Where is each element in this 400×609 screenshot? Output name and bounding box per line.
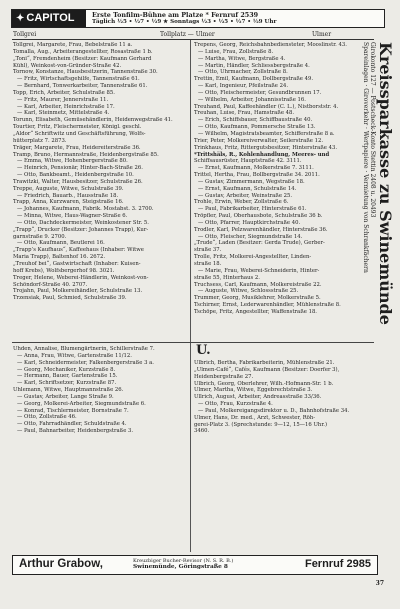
sparkasse-sidebar-ad [338, 42, 394, 522]
directory-entry: — Johannes, Kaufmann, Fabrik. Mostabst. 3. 2700. [17, 206, 154, 213]
directory-entry: Schiffsausrüster, Hauptstraße 42. 3111. [194, 158, 302, 165]
directory-entry: Ullrich, August, Arbeiter, Andreasstraße 33/36. [194, 394, 322, 401]
directory-entry: — Minna, Witwe, Haus-Wagner-Straße 6. [17, 213, 128, 220]
sidebar-line-1: Girokonto 127 — Postscheck-Konto Stettin 2408 u. 20493 [369, 42, 376, 218]
directory-entry: — Gustav, Arbeiter, Weinstraße 25. [198, 192, 293, 199]
directory-entry: — Auguste, Witwe, Schlossstraße 25. [198, 288, 299, 295]
directory-entry: hoff Krebs), Wolfsbergerhof 98. 3021. [13, 267, 115, 274]
directory-entry: 3460. [194, 428, 210, 435]
directory-entry: Heidenbergstraße 27. [194, 373, 254, 380]
grabow-phone: Fernruf 2985 [304, 558, 371, 570]
directory-entry: — Otto, Fleischer, Siegmundstraße 14. [198, 233, 303, 240]
directory-entry: Tomalla, Aug., Arbeiterangestellter, Rosastraße 1 b. [13, 48, 153, 55]
directory-entry: Truchsess, Carl, Kaufmann, Molkereistraße 22. [194, 281, 322, 288]
header-rule [12, 39, 374, 40]
directory-entry: Trettin, Emil, Kaufmann, Dollbergstraße 49. [194, 76, 314, 83]
directory-entry: Trojahn, Paul, Molkereihändler, Schulstraße 13. [13, 288, 143, 295]
directory-entry: „Toni“, Fremdenheim (Besitzer: Kaufmann Gerhard [13, 55, 152, 62]
directory-entry: — Marie, Frau, Weberei-Schneiderin, Hinter- [198, 267, 320, 274]
directory-entry: Tourtier, Fritz, Fleischermeister, Königl. geschl. [13, 124, 142, 131]
directory-entry: — Paul, Molkereigangsdirektor u. D., Bahnhofstraße 34. [198, 407, 350, 414]
directory-entry: „Trude“, Laden (Besitzer: Gerda Trude), Gerber- [194, 240, 325, 247]
directory-entry: — Otto, Dachdeckermeister, Weinkostener Str. 5. [17, 219, 149, 226]
directory-entry: hütterplatz 7. 2873. [13, 137, 67, 144]
directory-entry: — Georg, Molkerei-Arbeiter, Siegmundstraße 6. [17, 400, 146, 407]
directory-entry: garnstraße 9. 2700. [13, 233, 67, 240]
directory-entry: — Gustav, Zimmermann, Wegstraße 18. [198, 178, 305, 185]
directory-entry: — Martin, Händler, Schliessbergstraße 4. [198, 62, 310, 69]
directory-entry: — Otto, Kaufmann, Beutlerei 16. [17, 240, 105, 247]
directory-entry: — Otto, Kaufmann, Pommersche Straße 13. [198, 124, 316, 131]
left-column-top [13, 42, 187, 302]
directory-entry: — Emma, Witwe, Hohenbergerstraße 80. [17, 158, 128, 165]
directory-entry: — Luise, Frau, Zollstraße 8. [198, 48, 274, 55]
directory-entry: — Anna, Frau, Witwe, Gartenstraße 11/12. [17, 352, 132, 359]
directory-entry: „Trapp’s Kaufhaus“, Kaffeehaus (Inhaber: Witwe [13, 247, 144, 254]
directory-entry: — Wilhelm, Arbeiter, Johannisstraße 16. [198, 96, 306, 103]
header-left: Tollgrei [13, 31, 37, 38]
directory-entry: Tornow, Konstanze, Hausbesitzerin, Tannenstraße 30. [13, 69, 158, 76]
directory-entry: „Treuhof bei“, Gastwirtschaft (Inhaber: Kuisen- [13, 261, 141, 267]
directory-entry: Trummer, Georg, Musiklehrer, Molkerstraße 5. [194, 295, 321, 302]
sidebar-title: Kreissparkasse zu Swinemünde [376, 42, 395, 325]
header-center: Tollplatz — Ulmer [160, 31, 215, 38]
directory-entry: Ulmer, Martha, Witwe, Eggebrechtstraße 3. [194, 387, 313, 394]
directory-entry: Trier, Peter, Molkereiverwalter, Seilerstraße 12. [194, 137, 324, 144]
header-right: Ulmer [312, 31, 332, 38]
directory-entry: — Karl, Schneidermeister, Falkenbergerstraße 3 a. [17, 359, 154, 366]
directory-entry: Treuhan, Luise, Frau, Hamstraße 48. [194, 110, 295, 117]
directory-entry: Trolle, Fritz, Molkerei-Angestellter, Linden- [194, 254, 312, 261]
directory-entry: straße 18. [194, 261, 222, 267]
directory-entry: — Otto, Frau, Kurzstraße 4. [198, 401, 273, 408]
grabow-title: Kreuzbiger Bucher-Revisor (N. S. R. B.) [133, 558, 234, 564]
directory-entry: — Paul, Fabrikarbeiter, Hinterstraße 61. [198, 206, 307, 213]
directory-entry: Uhlemann, Witwe, Hauptmannstraße 26. [13, 387, 124, 394]
directory-entry: *Trittshäls, R., Kohlenhandlung, Meeres- und [194, 151, 330, 158]
directory-entry: Trawitzki, Walter, Hausbesitzer, Schulstraße 26. [13, 178, 143, 185]
directory-entry: Ulbrich, Georg, Oberlehrer, Wilh.-Hofmann-Str. 1 b. [194, 380, 334, 387]
directory-entry: — Otto, Zollstraße 46. [17, 414, 77, 421]
directory-entry: — Ernst, Kaufmann, Molkerstraße 7. 3111. [198, 165, 314, 172]
directory-entry: Ulmer, Hans, Dr. med., Arzt, Schwester, Röh- [194, 414, 316, 421]
directory-entry: — Friedrich, Bauarb., Hausstraße 18. [17, 192, 119, 199]
directory-entry: — Hermann, Bauer, Gartenstraße 15. [17, 373, 118, 380]
directory-entry: Kühl), Weinkost-von-Gründer-Straße 42. [13, 62, 122, 69]
directory-entry: Trittel, Hertha, Frau, Bollbergstraße 34. 2011. [194, 172, 320, 179]
directory-entry: Tramp, Bruno, Hermannstraße, Heidenbergstraße 85. [13, 151, 159, 158]
directory-entry: — Karl, Arbeiter, Heinrichstraße 17. [17, 103, 115, 110]
right-column-top [194, 42, 347, 316]
directory-entry: — Fritz, Maurer, Jennerstraße 11. [17, 96, 109, 103]
directory-entry: straße 37. [194, 247, 222, 254]
directory-entry: Trzensiak, Paul, Schmied, Schulstraße 39. [13, 295, 127, 302]
sidebar-line-2: Spareinlagen · Giroverkehr · Wertpapiere · Vermietung von Schrankfächern [362, 42, 369, 273]
directory-entry: — Otto, Fahrradhändler, Schuldstraße 4. [17, 421, 127, 428]
directory-entry: Treuhand, Paul, Kaffeehändler (C. L.), Nistborststr. 4. [194, 103, 339, 110]
page-number: 37 [375, 580, 384, 587]
directory-entry: — Erich, Schiffsbauer, Schiffbaustraße 40. [198, 117, 313, 124]
directory-entry: Trapp, Anna, Kurzwaren, Steigstraße 16. [13, 199, 124, 206]
directory-entry: Schöndorf-Straße 40. 2707. [13, 281, 88, 288]
directory-entry: Trinkhaus, Fritz, Rittergutsbesitzer, Hinterstraße 43. [194, 144, 338, 151]
directory-entry: — Wilhelm, Magistratsbeamter, Schifferstraße 8 a. [198, 130, 335, 137]
directory-entry: — Fritz, Wirtschaftsgehilfe, Tannenstraße 61. [17, 76, 140, 83]
directory-entry: Maria Trapp), Baltenhof 16. 2672. [13, 254, 106, 261]
capitol-logo: ✦ CAPITOL [12, 10, 86, 27]
section-letter: U. [196, 343, 211, 358]
directory-entry: — Karl, Steinmetz, Mittelstraße 4. [17, 110, 110, 117]
directory-entry: Torunn, Elisabeth, Gemüsehändlerin, Heidenwegstraße 41. [13, 117, 173, 124]
directory-entry: Tröpfler, Paul, Oberhausbote, Schulstraße 36 b. [194, 213, 323, 220]
left-column-bottom [13, 346, 187, 435]
directory-entry: Treger, Helene, Weberei-Händlerin, Weinkost-von- [13, 274, 149, 281]
directory-entry: Ulbrich, Bertha, Fabrikarbeiterin, Mühlenstraße 21. [194, 360, 335, 366]
directory-entry: Tschöpe, Fritz, Angestellter, Waffenstraße 18. [194, 308, 317, 315]
directory-entry: Treppe, Auguste, Witwe, Schulstraße 39. [13, 185, 124, 192]
directory-entry: — Otto, Pfarrer, Hauptkirchstraße 40. [198, 219, 301, 226]
directory-entry: Uhden, Annalise, Blumengärtnerin, Schillerstraße 7. [13, 346, 155, 352]
directory-entry: — Martha, Witwe, Bergstraße 4. [198, 55, 286, 62]
directory-entry: — Paul, Bahnarbeiter, Heidenbergstraße 3. [17, 428, 134, 435]
grabow-address: Swinemünde, Göringstraße 8 [133, 564, 228, 570]
section-rule [12, 342, 374, 343]
directory-entry: straße 55, Hinterhaus 2. [194, 274, 260, 281]
directory-entry: Trodler, Karl, Pelzwarenhändler, Hinterstraße 36. [194, 226, 328, 233]
directory-entry: — Gustav, Arbeiter, Lange Straße 9. [17, 393, 114, 400]
directory-entry: „Ulmen-Café“, Cafés, Kaufmann (Besitzer: Doerfer 3), [194, 366, 340, 373]
directory-entry: — Otto, Uhrmacher, Zollstraße 8. [198, 69, 288, 76]
capitol-line-2: Täglich ½5 • ½7 • ½9 ★ Sonntags ½3 • ½5 • ½7 • ½9 Uhr [92, 19, 277, 25]
directory-entry: „Trapp“, Drucker (Besitzer: Johannes Trapp), Kur- [13, 226, 149, 233]
directory-entry: — Bernhard, Tonwerkarbeiter, Tannenstraße 61. [17, 83, 148, 90]
directory-entry: — Heinrich, Pensionär, Hinter-Bach-Straße 26. [17, 165, 143, 172]
star-icon: ✦ [16, 13, 25, 24]
directory-entry: — Otto, Bankbeamt., Heidenbergstraße 10. [17, 172, 134, 179]
directory-entry: — Ernst, Kaufmann, Schulstraße 14. [198, 185, 297, 192]
directory-entry: — Karl, Ingenieur, Pfeilstraße 24. [198, 83, 289, 90]
directory-entry: Tschirner, Ernst, Lederwarenhändler, Mühlenstraße 8. [194, 302, 341, 309]
capitol-line-1: Erste Tonfilm-Bühne am Platze * Fernruf 2539 [92, 11, 259, 19]
column-divider [190, 40, 191, 552]
capitol-advertisement [11, 9, 385, 28]
grabow-name: Arthur Grabow, [19, 558, 103, 570]
directory-entry: Topp, Erich, Arbeiter, Schulstraße 85. [13, 89, 115, 96]
directory-entry: — Konrad, Tischlermeister, Bornstraße 7. [17, 407, 129, 414]
directory-entry: Tollgrei, Margarete, Frau, Bebelstraße 11 a. [13, 42, 133, 48]
directory-entry: „Aldor“ Schriftwitz und Geschäftsführung, Wolfs- [13, 130, 146, 137]
directory-entry: Träger, Margarete, Frau, Heidereiterstraße 36. [13, 144, 141, 151]
directory-entry: Trepens, Georg, Reichsbahnbediensteter, Mooslinstr. 43. [194, 42, 347, 48]
directory-entry: gerei-Platz 3. (Sprechstunde: 9—12, 15—16 Uhr.) [194, 421, 328, 428]
directory-entry: — Karl, Schriftsetzer, Kurzstraße 87. [17, 380, 117, 387]
directory-entry: Trohle, Erwin, Weber, Zollstraße 6. [194, 199, 289, 206]
grabow-advertisement [12, 555, 378, 575]
directory-entry: — Otto, Fleischermeister, Gesundbrunnen 17. [198, 89, 322, 96]
directory-entry: — Georg, Mechaniker, Kurzstraße 8. [17, 366, 116, 373]
